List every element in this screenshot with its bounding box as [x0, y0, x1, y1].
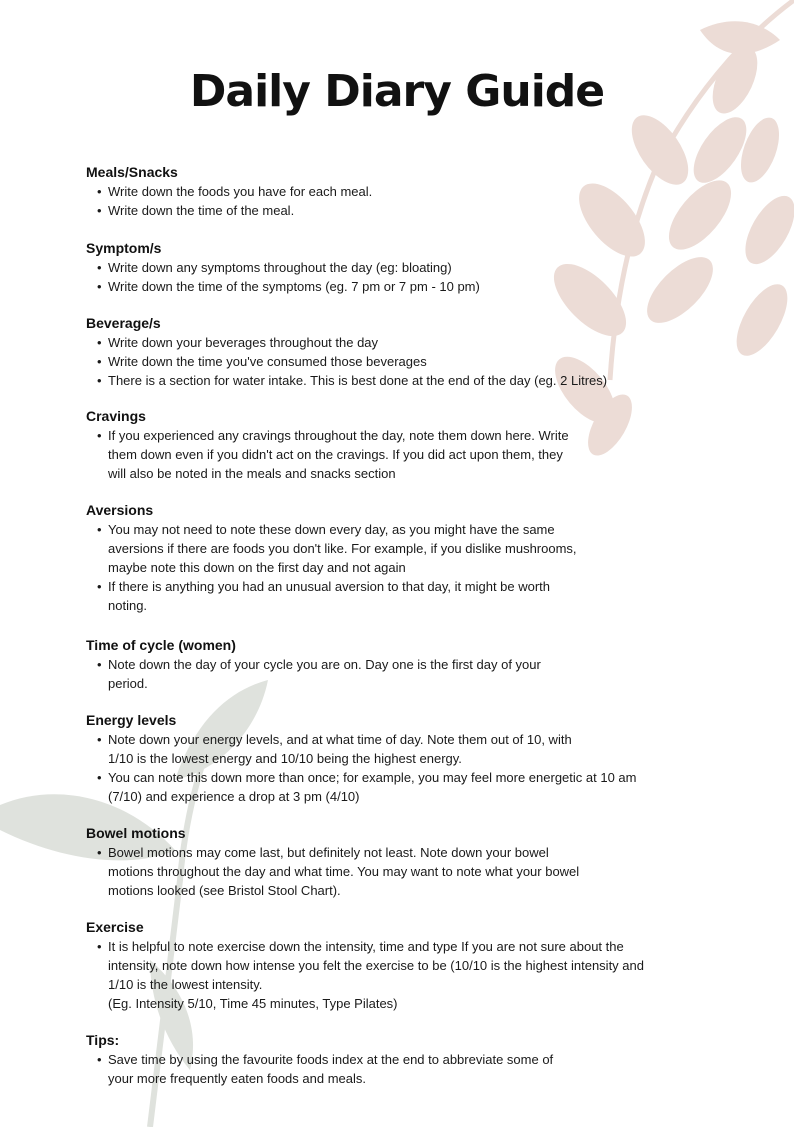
list-item-line: • If there is anything you had an unusual aversion to that day, it might be worth [108, 579, 551, 594]
section-heading: Symptom/s [86, 240, 162, 256]
list-item-line: noting. [108, 598, 148, 613]
list-item-line: (Eg. Intensity 5/10, Time 45 minutes, Type Pilates) [108, 996, 398, 1011]
bullet-list [86, 520, 726, 615]
list-item-line: • Write down your beverages throughout the day [108, 335, 379, 350]
list-item-line: • Write down the foods you have for each meal. [108, 184, 373, 199]
bullet-list [86, 843, 726, 900]
list-item [86, 937, 726, 1013]
section-heading: Cravings [86, 408, 146, 424]
list-item-line: 1/10 is the lowest energy and 10/10 being the highest energy. [108, 751, 462, 766]
list-item-line: will also be noted in the meals and snacks section [108, 466, 396, 481]
list-item-line: • Save time by using the favourite foods index at the end to abbreviate some of [108, 1052, 554, 1067]
list-item-line: • Write down the time of the symptoms (eg. 7 pm or 7 pm - 10 pm) [108, 279, 480, 294]
list-item-line: • You may not need to note these down every day, as you might have the same [108, 522, 555, 537]
section-heading: Time of cycle (women) [86, 637, 236, 653]
list-item-line: motions throughout the day and what time. You may want to note what your bowel [108, 864, 580, 879]
list-item [86, 182, 726, 201]
section [86, 163, 726, 220]
section-heading: Exercise [86, 919, 144, 935]
list-item [86, 520, 726, 577]
list-item-line: • It is helpful to note exercise down the intensity, time and type If you are not sure about the [108, 939, 624, 954]
list-item [86, 371, 726, 390]
list-item-line: • Note down your energy levels, and at what time of day. Note them out of 10, with [108, 732, 572, 747]
section [86, 239, 726, 296]
list-item [86, 577, 726, 615]
section [86, 1031, 726, 1088]
list-item-line: intensity, note down how intense you felt the exercise to be (10/10 is the highest intensity and [108, 958, 644, 973]
section [86, 501, 726, 615]
list-item-line: • Note down the day of your cycle you are on. Day one is the first day of your [108, 657, 541, 672]
list-item [86, 730, 726, 768]
list-item [86, 277, 726, 296]
section-heading: Beverage/s [86, 315, 161, 331]
bullet-list [86, 655, 726, 693]
page-title: Daily Diary Guide [189, 66, 605, 117]
list-item-line: • Write down any symptoms throughout the day (eg: bloating) [108, 260, 452, 275]
bullet-list [86, 333, 726, 390]
section-heading: Bowel motions [86, 825, 186, 841]
list-item [86, 201, 726, 220]
list-item-line: • If you experienced any cravings throughout the day, note them down here. Write [108, 428, 569, 443]
bullet-list [86, 258, 726, 296]
list-item [86, 426, 726, 483]
list-item-line: 1/10 is the lowest intensity. [108, 977, 263, 992]
list-item-line: • Write down the time of the meal. [108, 203, 295, 218]
section-heading: Aversions [86, 502, 154, 518]
list-item-line: aversions if there are foods you don't like. For example, if you dislike mushrooms, [108, 541, 577, 556]
list-item [86, 352, 726, 371]
list-item-line: • Write down the time you've consumed those beverages [108, 354, 427, 369]
list-item [86, 1050, 726, 1088]
list-item-line: motions looked (see Bristol Stool Chart). [108, 883, 341, 898]
list-item-line: • There is a section for water intake. This is best done at the end of the day (eg. 2 Litres) [108, 373, 608, 388]
section-heading: Tips: [86, 1032, 120, 1048]
list-item-line: maybe note this down on the first day and not again [108, 560, 406, 575]
list-item-line: (7/10) and experience a drop at 3 pm (4/10) [108, 789, 360, 804]
bullet-list [86, 730, 726, 806]
list-item-line: • You can note this down more than once; for example, you may feel more energetic at 10 am [108, 770, 637, 785]
section-heading: Energy levels [86, 712, 177, 728]
section [86, 824, 726, 900]
list-item [86, 258, 726, 277]
list-item-line: your more frequently eaten foods and meals. [108, 1071, 366, 1086]
section [86, 711, 726, 806]
section [86, 636, 726, 693]
list-item-line: period. [108, 676, 148, 691]
bullet-list [86, 182, 726, 220]
list-item [86, 843, 726, 900]
section [86, 314, 726, 390]
bullet-list [86, 1050, 726, 1088]
list-item [86, 768, 726, 806]
section [86, 918, 726, 1013]
list-item-line: • Bowel motions may come last, but definitely not least. Note down your bowel [108, 845, 549, 860]
section [86, 407, 726, 483]
section-heading: Meals/Snacks [86, 164, 178, 180]
list-item [86, 655, 726, 693]
bullet-list [86, 937, 726, 1013]
list-item-line: them down even if you didn't act on the cravings. If you did act upon them, they [108, 447, 563, 462]
list-item [86, 333, 726, 352]
bullet-list [86, 426, 726, 483]
